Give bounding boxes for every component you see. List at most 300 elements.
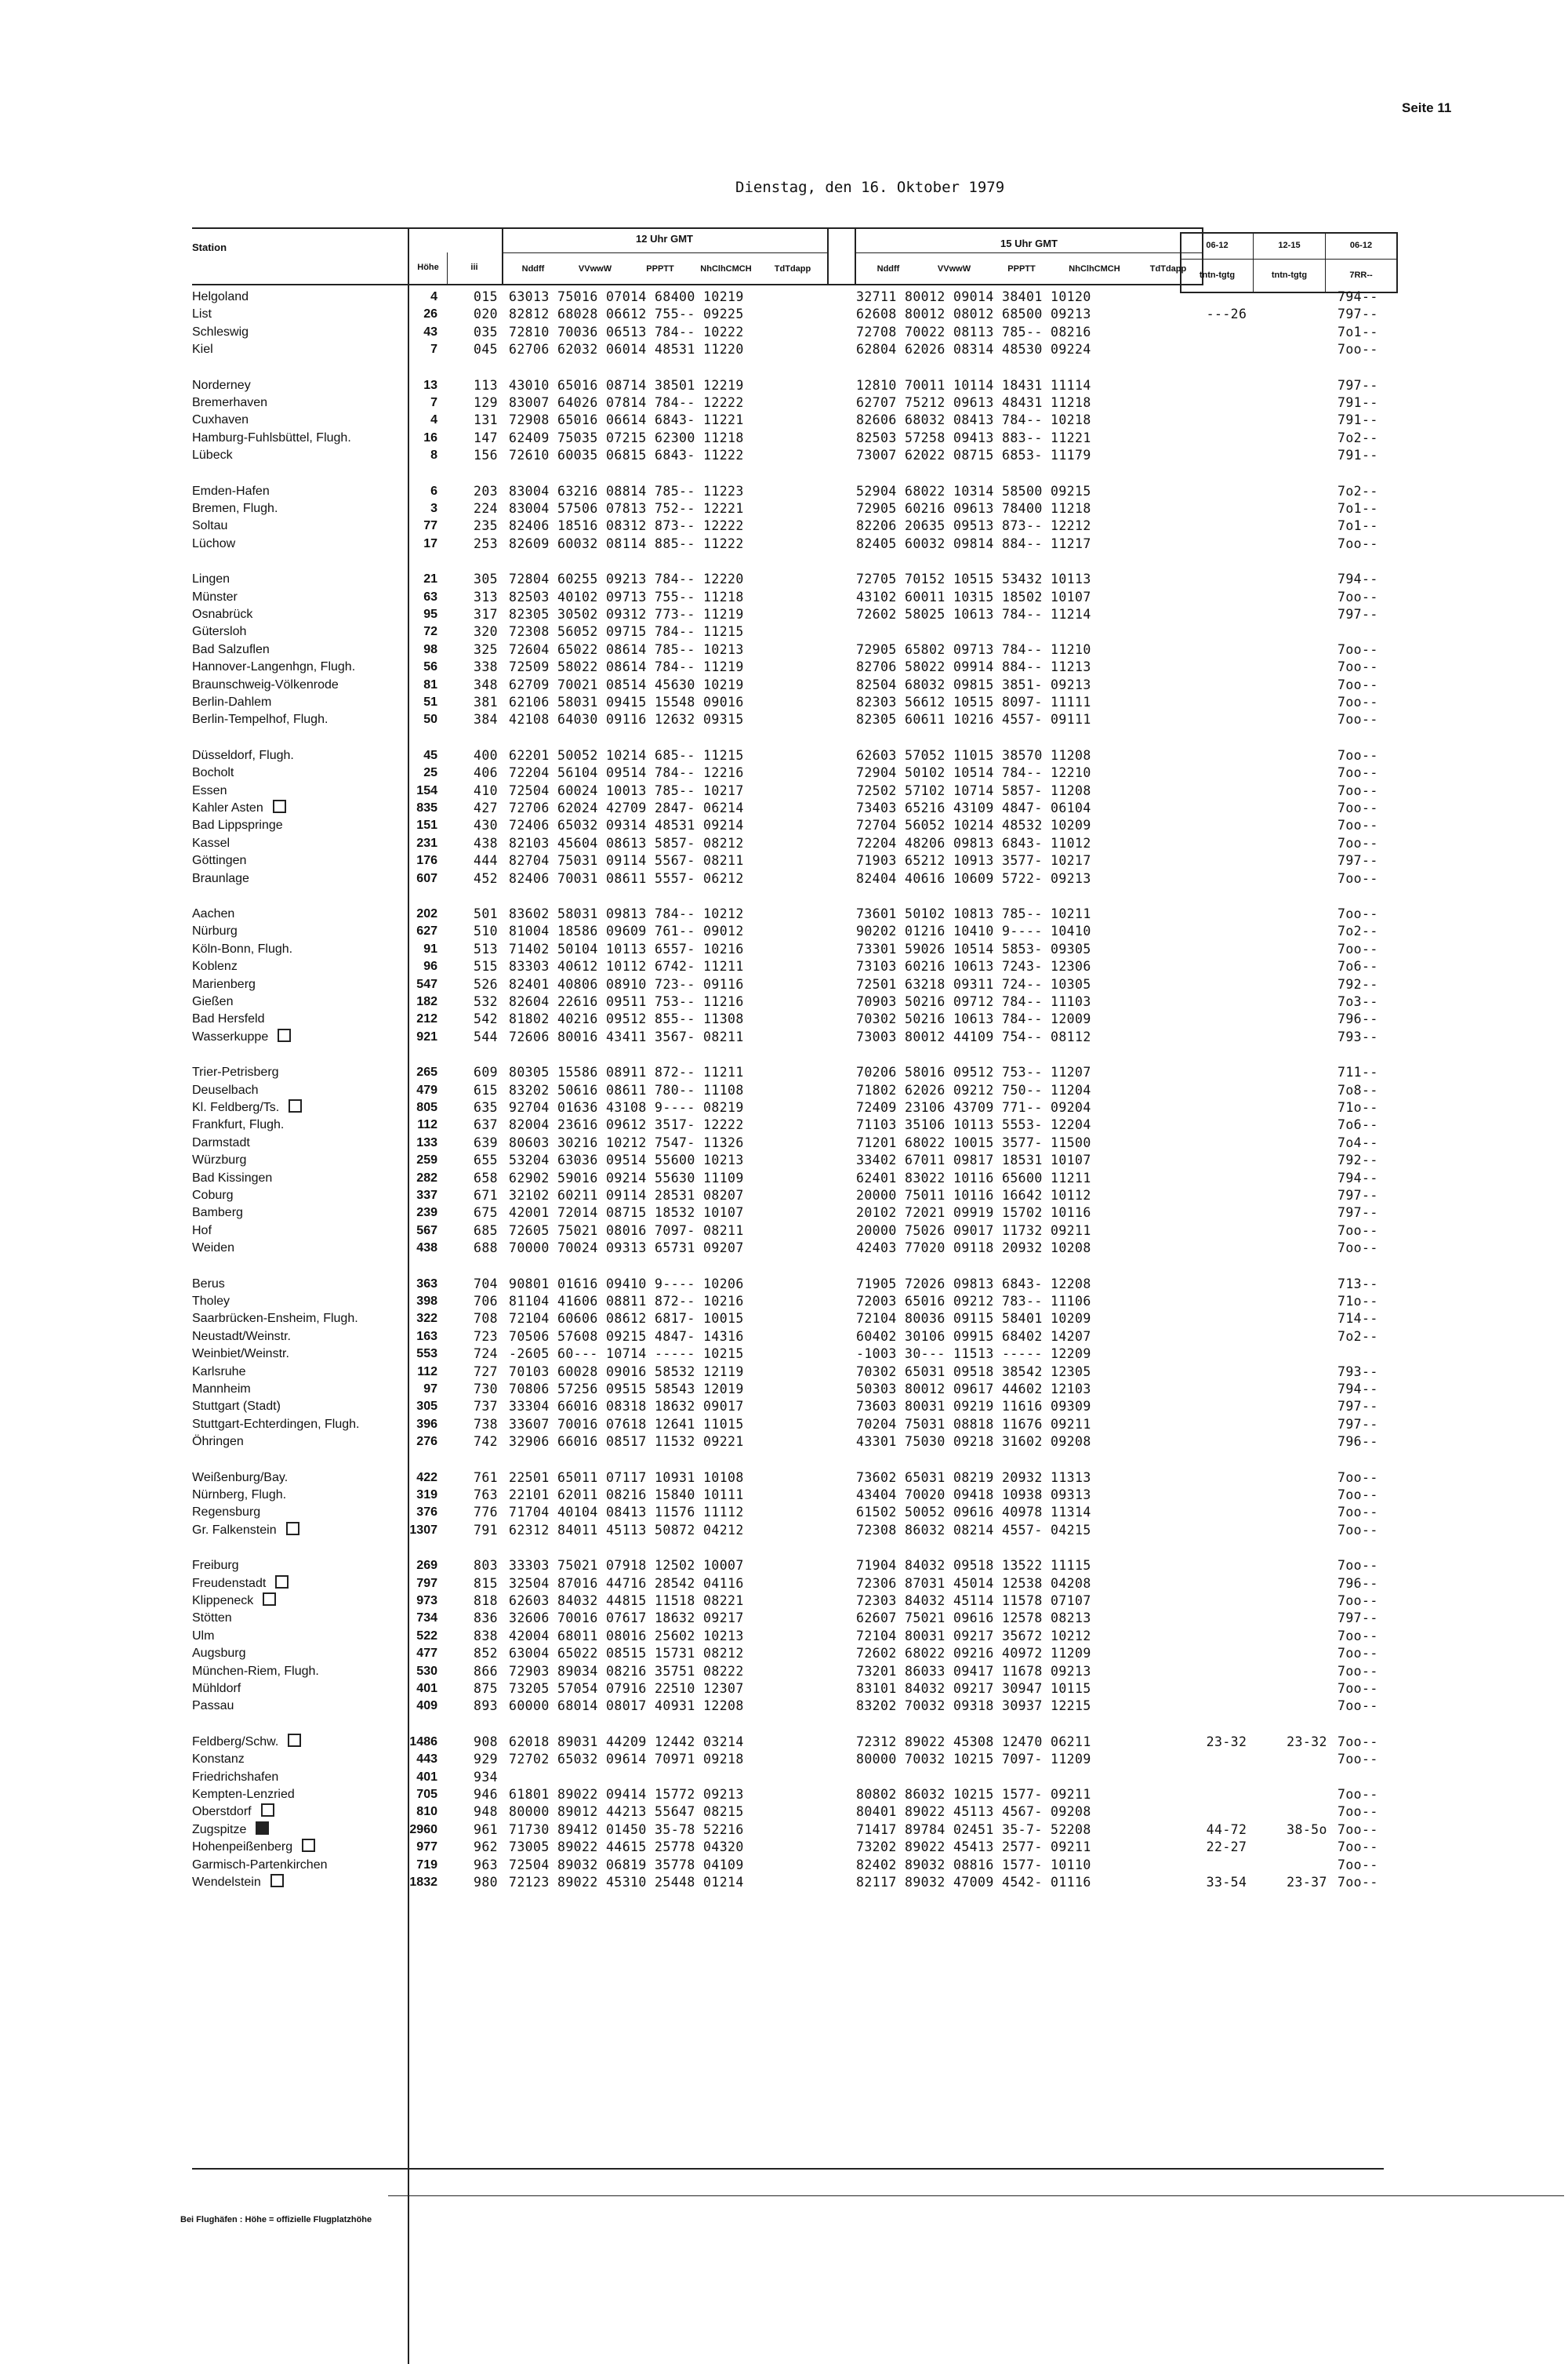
obs-12-groups: 82406 18516 08312 873-- 12222 (509, 518, 744, 534)
obs-15-uhr: 62707 75212 09613 48431 11218 (856, 395, 1091, 410)
obs-12-uhr (474, 412, 744, 429)
station-index: 338 (474, 659, 499, 675)
station-name (192, 800, 286, 817)
obs-12-uhr (474, 958, 744, 975)
table-row (0, 923, 1568, 940)
precip-code: 797-- (1338, 1610, 1378, 1626)
page-number: Seite 11 (1402, 100, 1452, 115)
table-row (0, 906, 1568, 923)
obs-12-groups: 72504 60024 10013 785-- 10217 (509, 783, 744, 798)
obs-15-uhr: 20102 72021 09919 15702 10116 (856, 1205, 1091, 1221)
station-name: Gießen (192, 995, 234, 1008)
precip-code: 7oo-- (1338, 783, 1378, 798)
obs-12-uhr (474, 430, 744, 447)
obs-12-uhr (474, 517, 744, 535)
station-height: 363 (416, 1276, 437, 1291)
station-height: 45 (423, 748, 437, 762)
obs-12-uhr (474, 1628, 744, 1645)
table-row (0, 430, 1568, 447)
header-extra-3: 06-12 (1349, 241, 1373, 250)
temp-range-06-12: 23-32 (1206, 1734, 1247, 1749)
obs-12-groups: 60000 68014 08017 40931 12208 (509, 1698, 744, 1714)
obs-15-uhr: 83202 70032 09318 30937 12215 (856, 1698, 1091, 1714)
obs-12-groups: 81004 18586 09609 761-- 09012 (509, 924, 744, 939)
obs-15-uhr: 82206 20635 09513 873-- 12212 (856, 518, 1091, 534)
table-row (0, 1310, 1568, 1327)
precip-code: 797-- (1338, 1399, 1378, 1414)
header-extra-3b: 7RR-- (1349, 271, 1373, 280)
table-row (0, 589, 1568, 606)
obs-15-uhr: 43102 60011 10315 18502 10107 (856, 589, 1091, 605)
obs-12-uhr (474, 377, 744, 394)
obs-15-uhr: 72705 70152 10515 53432 10113 (856, 572, 1091, 587)
table-row (0, 1011, 1568, 1028)
table-row (0, 1082, 1568, 1099)
station-name: Kiel (192, 343, 213, 357)
obs-15-uhr: 72502 57102 10714 5857- 11208 (856, 783, 1091, 798)
obs-15-uhr: 71417 89784 02451 35-7- 52208 (856, 1821, 1091, 1837)
obs-12-uhr (474, 483, 744, 500)
station-index: 893 (474, 1698, 499, 1714)
station-height: 322 (416, 1312, 437, 1326)
table-row (0, 1433, 1568, 1451)
header-15-uhr: 15 Uhr GMT (1000, 238, 1058, 249)
station-height: 973 (416, 1594, 437, 1607)
station-index: 908 (474, 1734, 499, 1749)
obs-12-uhr (474, 536, 744, 553)
station-index: 724 (474, 1346, 499, 1362)
station-index: 929 (474, 1752, 499, 1767)
table-row (0, 447, 1568, 464)
table-row (0, 1734, 1568, 1751)
obs-15-uhr: 73201 86033 09417 11678 09213 (856, 1663, 1091, 1679)
station-height: 422 (416, 1470, 437, 1484)
station-index: 675 (474, 1205, 499, 1221)
obs-12-uhr (474, 289, 744, 306)
obs-12-uhr (474, 1504, 744, 1521)
square-icon (263, 1592, 276, 1606)
station-name: Braunlage (192, 871, 249, 885)
precip-code: 796-- (1338, 1011, 1378, 1027)
table-row (0, 1240, 1568, 1257)
obs-12-groups: 70506 57608 09215 4847- 14316 (509, 1328, 744, 1344)
obs-12-uhr (474, 1135, 744, 1152)
station-index: 224 (474, 501, 499, 516)
station-height: 43 (423, 325, 437, 339)
station-height: 81 (423, 677, 437, 692)
header-extra-2b: tntn-tgtg (1271, 271, 1308, 280)
obs-12-groups: 72504 89032 06819 35778 04109 (509, 1857, 744, 1872)
obs-12-uhr (474, 641, 744, 659)
station-name (192, 1734, 301, 1751)
precip-code: 7oo-- (1338, 1505, 1378, 1520)
station-index: 203 (474, 483, 499, 499)
table-row (0, 1416, 1568, 1433)
station-index: 444 (474, 853, 499, 869)
obs-12-groups: 82704 75031 09114 5567- 08211 (509, 853, 744, 869)
precip-code: 7oo-- (1338, 1821, 1378, 1837)
station-height: 1307 (409, 1523, 437, 1537)
obs-12-groups: 72406 65032 09314 48531 09214 (509, 818, 744, 833)
station-height: 212 (416, 1012, 437, 1026)
precip-code: 7oo-- (1338, 1875, 1378, 1890)
station-name: Bremerhaven (192, 396, 268, 409)
precip-code: 791-- (1338, 412, 1378, 428)
obs-15-uhr: 71103 35106 10113 5553- 12204 (856, 1117, 1091, 1133)
obs-15-uhr: 72905 65802 09713 784-- 11210 (856, 641, 1091, 657)
obs-12-groups: 71704 40104 08413 11576 11112 (509, 1505, 744, 1520)
obs-12-uhr (474, 870, 744, 888)
table-row (0, 1769, 1568, 1786)
obs-12-uhr (474, 817, 744, 834)
group15-box-left (855, 227, 856, 284)
obs-12-groups: 63013 75016 07014 68400 10219 (509, 289, 744, 304)
table-row (0, 958, 1568, 975)
station-name: Weißenburg/Bay. (192, 1470, 289, 1484)
table-row (0, 800, 1568, 817)
station-index: 147 (474, 430, 499, 445)
obs-12-uhr (474, 976, 744, 993)
station-index: 609 (474, 1065, 499, 1080)
precip-code: 7o8-- (1338, 1082, 1378, 1098)
obs-15-uhr: 52904 68022 10314 58500 09215 (856, 483, 1091, 499)
station-name: Norderney (192, 378, 251, 392)
header-15-clouds: NhClhCMCH (1069, 264, 1120, 274)
station-height: 567 (416, 1223, 437, 1237)
obs-12-uhr (474, 1293, 744, 1310)
station-label: Hohenpeißenberg (192, 1840, 293, 1854)
obs-12-groups: 72604 65022 08614 785-- 10213 (509, 641, 744, 657)
header-12-uhr: 12 Uhr GMT (636, 233, 693, 245)
table-row (0, 1557, 1568, 1574)
header-iii: iii (470, 263, 478, 272)
obs-12-groups: 42108 64030 09116 12632 09315 (509, 712, 744, 728)
station-height: 835 (416, 801, 437, 815)
station-index: 708 (474, 1311, 499, 1327)
station-label: Gr. Falkenstein (192, 1523, 277, 1537)
station-label: Freudenstadt (192, 1576, 267, 1590)
obs-15-uhr: 60402 30106 09915 68402 14207 (856, 1328, 1091, 1344)
temp-range-06-12: 33-54 (1206, 1875, 1247, 1890)
obs-15-uhr: 72905 60216 09613 78400 11218 (856, 501, 1091, 516)
obs-15-uhr: 73602 65031 08219 20932 11313 (856, 1469, 1091, 1485)
obs-12-uhr (474, 1821, 744, 1839)
obs-12-uhr (474, 941, 744, 958)
obs-15-uhr: 72003 65016 09212 783-- 11106 (856, 1294, 1091, 1309)
table-row (0, 852, 1568, 870)
obs-12-groups: 62409 75035 07215 62300 11218 (509, 430, 744, 445)
obs-15-uhr: 82404 40616 10609 5722- 09213 (856, 870, 1091, 886)
station-index: 320 (474, 624, 499, 640)
obs-12-uhr (474, 1751, 744, 1768)
station-height: 182 (416, 995, 437, 1008)
station-index: 410 (474, 783, 499, 798)
obs-12-groups: 32606 70016 07617 18632 09217 (509, 1610, 744, 1626)
station-height: 282 (416, 1171, 437, 1185)
precip-code: 7o2-- (1338, 1328, 1378, 1344)
station-name: Lingen (192, 572, 230, 586)
station-height: 4 (430, 290, 437, 303)
obs-12-groups: 62106 58031 09415 15548 09016 (509, 695, 744, 710)
obs-12-uhr (474, 1610, 744, 1627)
precip-code: 7o1-- (1338, 324, 1378, 340)
obs-12-groups: 62312 84011 45113 50872 04212 (509, 1522, 744, 1538)
obs-12-uhr (474, 1364, 744, 1381)
header-15-ppptt: PPPTT (1007, 264, 1036, 274)
footnote: Bei Flughäfen : Höhe = offizielle Flugplatzhöhe (180, 2215, 372, 2224)
station-index: 637 (474, 1117, 499, 1133)
extra-box-right (1396, 232, 1398, 293)
obs-12-groups: 81104 41606 08811 872-- 10216 (509, 1294, 744, 1309)
obs-12-uhr (474, 341, 744, 358)
station-height: 13 (423, 378, 437, 392)
station-height: 63 (423, 590, 437, 604)
table-row (0, 1645, 1568, 1662)
obs-12-groups: 72908 65016 06614 6843- 11221 (509, 412, 744, 428)
station-index: 542 (474, 1011, 499, 1027)
station-index: 838 (474, 1628, 499, 1643)
obs-15-uhr: 80000 70032 10215 7097- 11209 (856, 1752, 1091, 1767)
station-name (192, 1592, 276, 1610)
obs-15-uhr: 72308 86032 08214 4557- 04215 (856, 1522, 1091, 1538)
station-index: 685 (474, 1222, 499, 1238)
station-name: Mannheim (192, 1382, 251, 1396)
obs-12-uhr (474, 906, 744, 923)
station-index: 515 (474, 959, 499, 975)
temp-range-12-15: 23-37 (1287, 1875, 1327, 1890)
station-name: Soltau (192, 519, 228, 533)
temp-range-06-12: ---26 (1206, 307, 1247, 322)
obs-12-uhr (474, 677, 744, 694)
square-icon (275, 1575, 289, 1589)
header-12-nddff: Nddff (521, 264, 545, 274)
precip-code: 7o6-- (1338, 1117, 1378, 1133)
station-index: 131 (474, 412, 499, 428)
obs-15-uhr: 82503 57258 09413 883-- 11221 (856, 430, 1091, 445)
obs-12-uhr (474, 1204, 744, 1222)
obs-12-groups: 82812 68028 06612 755-- 09225 (509, 307, 744, 322)
precip-code: 7oo-- (1338, 1222, 1378, 1238)
obs-12-groups: 82103 45604 08613 5857- 08212 (509, 835, 744, 851)
station-index: 948 (474, 1804, 499, 1820)
station-height: 805 (416, 1101, 437, 1114)
obs-12-uhr (474, 747, 744, 764)
station-index: 803 (474, 1558, 499, 1574)
obs-12-uhr (474, 1592, 744, 1610)
precip-code: 7oo-- (1338, 677, 1378, 692)
precip-code: 7oo-- (1338, 589, 1378, 605)
obs-15-uhr: 62608 80012 08012 68500 09213 (856, 307, 1091, 322)
precip-code: 7o2-- (1338, 430, 1378, 445)
table-row (0, 394, 1568, 412)
station-name: Göttingen (192, 854, 247, 868)
table-row (0, 976, 1568, 993)
obs-15-uhr: 82405 60032 09814 884-- 11217 (856, 536, 1091, 551)
obs-12-groups: 72702 65032 09614 70971 09218 (509, 1752, 744, 1767)
obs-12-groups: 82604 22616 09511 753-- 11216 (509, 994, 744, 1009)
station-height: 443 (416, 1752, 437, 1767)
precip-code: 7oo-- (1338, 1804, 1378, 1820)
precip-code: 7oo-- (1338, 342, 1378, 358)
obs-12-uhr (474, 1310, 744, 1327)
station-name: Osnabrück (192, 608, 253, 621)
table-row (0, 1803, 1568, 1821)
station-name (192, 1099, 302, 1117)
obs-12-uhr (474, 1345, 744, 1363)
table-row (0, 606, 1568, 623)
obs-12-groups: 53204 63036 09514 55600 10213 (509, 1153, 744, 1168)
station-name: Mühldorf (192, 1682, 241, 1695)
station-height: 7 (430, 343, 437, 357)
station-name: Hof (192, 1223, 212, 1237)
station-height: 479 (416, 1083, 437, 1097)
station-height: 376 (416, 1505, 437, 1520)
obs-12-uhr (474, 1487, 744, 1504)
station-height: 202 (416, 907, 437, 921)
precip-code: 797-- (1338, 1416, 1378, 1432)
table-row (0, 1029, 1568, 1046)
table-row (0, 1345, 1568, 1363)
station-height: 337 (416, 1189, 437, 1202)
precip-code: 7o1-- (1338, 518, 1378, 534)
obs-12-groups: 92704 01636 43108 9---- 08219 (509, 1100, 744, 1115)
station-index: 934 (474, 1769, 499, 1785)
obs-15-uhr: 71905 72026 09813 6843- 12208 (856, 1276, 1091, 1291)
footer-rule (192, 2168, 1384, 2170)
station-name: Gütersloh (192, 625, 247, 639)
precip-code: 7o2-- (1338, 924, 1378, 939)
precip-code: 794-- (1338, 1382, 1378, 1396)
station-height: 56 (423, 660, 437, 674)
station-height: 17 (423, 536, 437, 550)
obs-15-uhr: 73202 89022 45413 2577- 09211 (856, 1839, 1091, 1855)
station-height: 25 (423, 766, 437, 780)
table-row (0, 1276, 1568, 1293)
precip-code: 7oo-- (1338, 1752, 1378, 1767)
station-index: 513 (474, 941, 499, 957)
station-height: 51 (423, 695, 437, 709)
obs-12-uhr (474, 306, 744, 323)
obs-12-groups: 72204 56104 09514 784-- 12216 (509, 765, 744, 781)
obs-15-uhr: 62607 75021 09616 12578 08213 (856, 1610, 1091, 1626)
table-row (0, 536, 1568, 553)
station-height: 7 (430, 396, 437, 409)
obs-12-uhr (474, 1152, 744, 1169)
obs-15-uhr: 82504 68032 09815 3851- 09213 (856, 677, 1091, 692)
station-height: 259 (416, 1153, 437, 1167)
station-index: 761 (474, 1469, 499, 1485)
obs-15-uhr: 80802 86032 10215 1577- 09211 (856, 1787, 1091, 1802)
obs-15-uhr: 82402 89032 08816 1577- 10110 (856, 1857, 1091, 1872)
header-15-tdapp: TdTdapp (1149, 264, 1187, 274)
obs-12-uhr (474, 923, 744, 940)
station-index: 035 (474, 324, 499, 340)
table-row (0, 517, 1568, 535)
obs-12-groups: 61801 89022 09414 15772 09213 (509, 1787, 744, 1802)
obs-12-uhr (474, 1803, 744, 1821)
obs-12-groups: 80603 30216 10212 7547- 11326 (509, 1135, 744, 1150)
station-name: Regensburg (192, 1505, 261, 1520)
temp-range-12-15: 38-5o (1287, 1821, 1327, 1837)
station-name: Neustadt/Weinstr. (192, 1329, 291, 1343)
obs-15-uhr: 32711 80012 09014 38401 10120 (856, 289, 1091, 304)
header-15-vvwww: VVwwW (937, 264, 971, 274)
station-index: 427 (474, 801, 499, 815)
station-height: 719 (416, 1857, 437, 1872)
obs-15-uhr: 72704 56052 10214 48532 10209 (856, 818, 1091, 833)
station-index: 384 (474, 712, 499, 728)
station-index: 305 (474, 572, 499, 587)
station-name: Bocholt (192, 766, 234, 780)
station-height: 797 (416, 1576, 437, 1590)
station-height: 477 (416, 1647, 437, 1661)
precip-code: 7oo-- (1338, 641, 1378, 657)
square-icon (288, 1734, 301, 1747)
precip-code: 7oo-- (1338, 1487, 1378, 1502)
station-name: Bad Lippspringe (192, 819, 283, 833)
precip-code: 796-- (1338, 1575, 1378, 1591)
station-name: Ulm (192, 1629, 215, 1643)
station-label: Kl. Feldberg/Ts. (192, 1101, 280, 1114)
table-row (0, 1821, 1568, 1839)
station-index: 020 (474, 307, 499, 322)
header-extra-1: 06-12 (1206, 241, 1229, 250)
table-row (0, 1610, 1568, 1627)
station-height: 265 (416, 1066, 437, 1080)
precip-code: 7oo-- (1338, 1698, 1378, 1714)
obs-12-uhr (474, 1398, 744, 1415)
station-index: 704 (474, 1276, 499, 1291)
obs-12-groups: 42001 72014 08715 18532 10107 (509, 1205, 744, 1221)
station-index: 980 (474, 1875, 499, 1890)
station-index: 961 (474, 1821, 499, 1837)
obs-15-uhr: 72306 87031 45014 12538 04208 (856, 1575, 1091, 1591)
square-icon (289, 1099, 302, 1113)
station-height: 398 (416, 1295, 437, 1308)
station-index: 963 (474, 1857, 499, 1872)
station-name: Karlsruhe (192, 1364, 246, 1378)
extra-box-mid (1180, 259, 1398, 260)
obs-15-uhr: 33402 67011 09817 18531 10107 (856, 1153, 1091, 1168)
obs-12-groups: 72123 89022 45310 25448 01214 (509, 1875, 744, 1890)
precip-code: 7oo-- (1338, 1646, 1378, 1661)
table-row (0, 1222, 1568, 1240)
station-name: Hannover-Langenhgn, Flugh. (192, 660, 356, 674)
station-label: Kahler Asten (192, 801, 263, 815)
station-height: 734 (416, 1611, 437, 1625)
obs-12-uhr (474, 1469, 744, 1487)
obs-15-uhr: 70302 65031 09518 38542 12305 (856, 1364, 1091, 1379)
obs-12-uhr (474, 1645, 744, 1662)
obs-12-groups: 80305 15586 08911 872-- 11211 (509, 1065, 744, 1080)
station-name: Stötten (192, 1611, 232, 1625)
precip-code: 794-- (1338, 1170, 1378, 1186)
header-station: Station (192, 241, 227, 253)
group12-box-right (827, 227, 829, 284)
station-name: Saarbrücken-Ensheim, Flugh. (192, 1312, 358, 1326)
table-row (0, 1381, 1568, 1398)
station-name: Kempten-Lenzried (192, 1788, 295, 1801)
obs-15-uhr: 72303 84032 45114 11578 07107 (856, 1593, 1091, 1608)
header-12-tdapp: TdTdapp (774, 264, 811, 274)
station-index: 946 (474, 1787, 499, 1802)
obs-12-groups: 62902 59016 09214 55630 11109 (509, 1170, 744, 1186)
station-index: 866 (474, 1663, 499, 1679)
obs-12-groups: 33303 75021 07918 12502 10007 (509, 1558, 744, 1574)
obs-15-uhr: 12810 70011 10114 18431 11114 (856, 377, 1091, 393)
station-index: 635 (474, 1100, 499, 1115)
station-name: München-Riem, Flugh. (192, 1664, 319, 1678)
